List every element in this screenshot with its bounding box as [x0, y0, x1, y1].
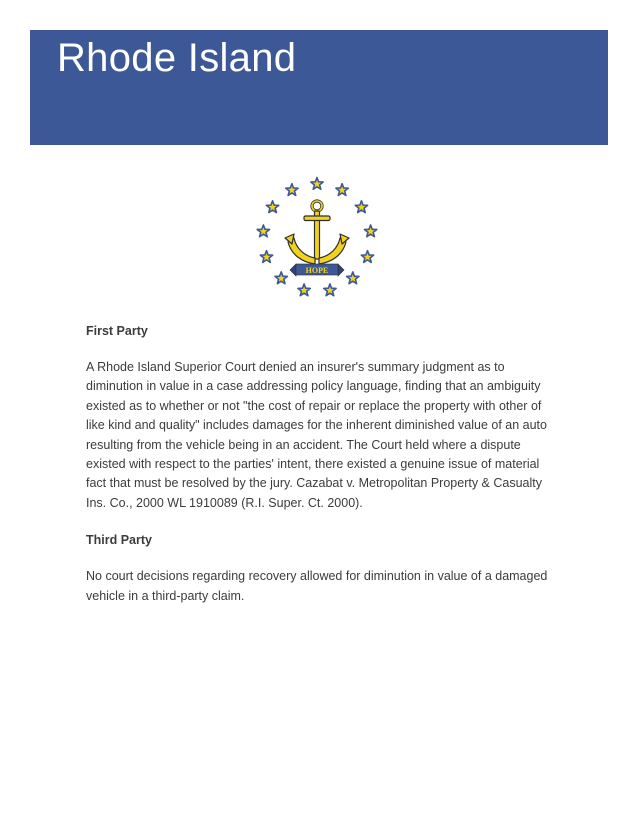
- star-icon: [275, 272, 287, 284]
- star-icon: [260, 251, 272, 263]
- star-icon: [324, 284, 336, 296]
- rhode-island-anchor-seal-icon: [252, 176, 382, 306]
- star-icon: [257, 225, 269, 237]
- first-party-body: A Rhode Island Superior Court denied an insurer's summary judgment as to diminution in value in a case addressing policy language, finding that an ambiguity existed as to whether or not "the cost of repair or replace the property with other of like kind and quality" includes damages for the inherent diminished value of an auto resulting from the vehicle being in an accident. The Court held where a dispute existed with respect to the parties' intent, there existed a genuine issue of material fact that must be resolved by the jury. Cazabat v. Metropolitan Property & Casualty Ins. Co., 2000 WL 1910089 (R.I. Super. Ct. 2000).: [86, 360, 547, 510]
- star-icon: [361, 251, 373, 263]
- star-icon: [364, 225, 376, 237]
- star-icon: [347, 272, 359, 284]
- star-icon: [336, 184, 348, 196]
- star-icon: [355, 201, 367, 213]
- page-title: Rhode Island: [57, 36, 297, 80]
- third-party-heading: Third Party: [86, 533, 152, 548]
- content: [86, 322, 556, 624]
- star-icon: [286, 184, 298, 196]
- anchor-icon: [285, 201, 349, 264]
- first-party-heading: First Party: [86, 324, 148, 338]
- star-icon: [266, 201, 278, 213]
- hope-banner: [290, 264, 344, 276]
- banner-text: HOPE: [305, 266, 329, 275]
- star-icon: [298, 284, 310, 296]
- star-icon: [311, 178, 323, 190]
- third-party-body: No court decisions regarding recovery allowed for diminution in value of a damaged vehicle in a third-party claim.: [86, 569, 548, 603]
